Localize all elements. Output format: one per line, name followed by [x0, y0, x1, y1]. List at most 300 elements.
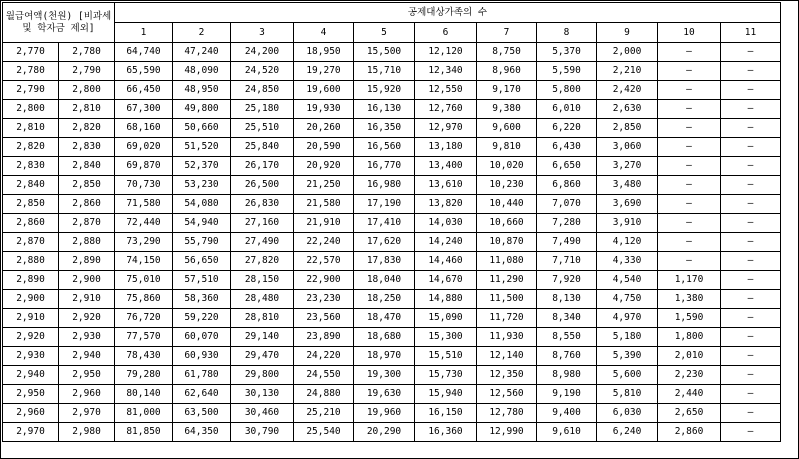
- tax-amount-cell: –: [658, 62, 721, 81]
- tax-amount-cell: 26,830: [231, 195, 294, 214]
- salary-from-cell: 2,770: [3, 43, 59, 62]
- tax-amount-cell: 49,800: [173, 100, 231, 119]
- tax-amount-cell: 10,440: [477, 195, 537, 214]
- tax-amount-cell: 24,550: [294, 366, 354, 385]
- table-row: [3, 309, 781, 328]
- tax-amount-cell: 25,180: [231, 100, 294, 119]
- tax-amount-cell: 10,230: [477, 176, 537, 195]
- tax-amount-cell: 19,930: [294, 100, 354, 119]
- tax-amount-cell: 56,650: [173, 252, 231, 271]
- tax-amount-cell: 26,170: [231, 157, 294, 176]
- table-row: [3, 252, 781, 271]
- tax-amount-cell: 65,590: [115, 62, 173, 81]
- tax-amount-cell: 12,970: [415, 119, 477, 138]
- tax-amount-cell: 48,950: [173, 81, 231, 100]
- table-body: [3, 43, 781, 442]
- tax-amount-cell: 6,860: [537, 176, 597, 195]
- table-row: [3, 81, 781, 100]
- tax-amount-cell: 12,550: [415, 81, 477, 100]
- tax-amount-cell: 17,190: [354, 195, 415, 214]
- salary-from-cell: 2,810: [3, 119, 59, 138]
- tax-amount-cell: 20,920: [294, 157, 354, 176]
- tax-amount-cell: 53,230: [173, 176, 231, 195]
- tax-amount-cell: 5,800: [537, 81, 597, 100]
- tax-amount-cell: 15,710: [354, 62, 415, 81]
- table-row: [3, 100, 781, 119]
- tax-amount-cell: 7,280: [537, 214, 597, 233]
- tax-amount-cell: 57,510: [173, 271, 231, 290]
- dependents-count-row: [3, 23, 781, 43]
- salary-to-cell: 2,960: [59, 385, 115, 404]
- tax-amount-cell: –: [721, 404, 781, 423]
- tax-amount-cell: 7,920: [537, 271, 597, 290]
- tax-amount-cell: 13,610: [415, 176, 477, 195]
- tax-amount-cell: 25,510: [231, 119, 294, 138]
- dependents-count-col-3: 3: [231, 23, 294, 43]
- table-row: [3, 214, 781, 233]
- tax-amount-cell: 6,650: [537, 157, 597, 176]
- tax-amount-cell: –: [721, 385, 781, 404]
- tax-amount-cell: –: [721, 157, 781, 176]
- tax-amount-cell: –: [721, 347, 781, 366]
- salary-from-cell: 2,880: [3, 252, 59, 271]
- tax-amount-cell: 4,970: [597, 309, 658, 328]
- tax-amount-cell: 17,410: [354, 214, 415, 233]
- dependents-count-col-11: 11: [721, 23, 781, 43]
- tax-amount-cell: 4,750: [597, 290, 658, 309]
- salary-to-cell: 2,980: [59, 423, 115, 442]
- dependents-count-col-8: 8: [537, 23, 597, 43]
- tax-amount-cell: 10,020: [477, 157, 537, 176]
- salary-to-cell: 2,940: [59, 347, 115, 366]
- tax-amount-cell: 63,500: [173, 404, 231, 423]
- tax-amount-cell: 7,490: [537, 233, 597, 252]
- tax-amount-cell: 8,760: [537, 347, 597, 366]
- dependents-count-col-9: 9: [597, 23, 658, 43]
- tax-amount-cell: 9,810: [477, 138, 537, 157]
- tax-amount-cell: 11,720: [477, 309, 537, 328]
- tax-amount-cell: 7,070: [537, 195, 597, 214]
- tax-amount-cell: –: [658, 157, 721, 176]
- tax-amount-cell: 29,800: [231, 366, 294, 385]
- salary-from-cell: 2,960: [3, 404, 59, 423]
- tax-amount-cell: 71,580: [115, 195, 173, 214]
- tax-amount-cell: 2,230: [658, 366, 721, 385]
- tax-amount-cell: 14,880: [415, 290, 477, 309]
- tax-amount-cell: 60,070: [173, 328, 231, 347]
- tax-amount-cell: 22,240: [294, 233, 354, 252]
- tax-amount-cell: 12,120: [415, 43, 477, 62]
- tax-amount-cell: 16,350: [354, 119, 415, 138]
- tax-amount-cell: 69,870: [115, 157, 173, 176]
- tax-amount-cell: 8,550: [537, 328, 597, 347]
- tax-amount-cell: 11,500: [477, 290, 537, 309]
- tax-amount-cell: 23,230: [294, 290, 354, 309]
- salary-from-cell: 2,840: [3, 176, 59, 195]
- tax-amount-cell: 78,430: [115, 347, 173, 366]
- tax-amount-cell: 80,140: [115, 385, 173, 404]
- tax-amount-cell: 15,940: [415, 385, 477, 404]
- tax-amount-cell: –: [721, 138, 781, 157]
- table-row: [3, 423, 781, 442]
- tax-amount-cell: 12,140: [477, 347, 537, 366]
- tax-amount-cell: 2,650: [658, 404, 721, 423]
- tax-amount-cell: 9,600: [477, 119, 537, 138]
- table-row: [3, 157, 781, 176]
- tax-amount-cell: 74,150: [115, 252, 173, 271]
- tax-amount-cell: 9,190: [537, 385, 597, 404]
- tax-amount-cell: 76,720: [115, 309, 173, 328]
- tax-amount-cell: –: [658, 195, 721, 214]
- tax-amount-cell: –: [721, 252, 781, 271]
- tax-amount-cell: 20,590: [294, 138, 354, 157]
- tax-amount-cell: 9,170: [477, 81, 537, 100]
- table-row: [3, 176, 781, 195]
- tax-amount-cell: 69,020: [115, 138, 173, 157]
- tax-amount-cell: 16,150: [415, 404, 477, 423]
- tax-amount-cell: –: [721, 328, 781, 347]
- dependents-count-col-10: 10: [658, 23, 721, 43]
- tax-amount-cell: 59,220: [173, 309, 231, 328]
- tax-amount-cell: 3,270: [597, 157, 658, 176]
- table-row: [3, 195, 781, 214]
- tax-amount-cell: 54,940: [173, 214, 231, 233]
- salary-to-cell: 2,780: [59, 43, 115, 62]
- tax-amount-cell: 1,170: [658, 271, 721, 290]
- tax-amount-cell: 2,630: [597, 100, 658, 119]
- tax-amount-cell: 17,830: [354, 252, 415, 271]
- table-row: [3, 119, 781, 138]
- table-row: [3, 404, 781, 423]
- tax-amount-cell: 24,220: [294, 347, 354, 366]
- tax-amount-cell: 70,730: [115, 176, 173, 195]
- tax-amount-cell: 6,010: [537, 100, 597, 119]
- tax-amount-cell: 50,660: [173, 119, 231, 138]
- tax-amount-cell: –: [658, 81, 721, 100]
- tax-amount-cell: 2,440: [658, 385, 721, 404]
- tax-amount-cell: –: [658, 176, 721, 195]
- salary-from-cell: 2,780: [3, 62, 59, 81]
- tax-amount-cell: –: [721, 100, 781, 119]
- tax-amount-cell: 11,290: [477, 271, 537, 290]
- tax-amount-cell: 21,580: [294, 195, 354, 214]
- salary-to-cell: 2,790: [59, 62, 115, 81]
- tax-amount-cell: 68,160: [115, 119, 173, 138]
- salary-from-cell: 2,830: [3, 157, 59, 176]
- tax-amount-cell: 12,990: [477, 423, 537, 442]
- tax-amount-cell: 27,820: [231, 252, 294, 271]
- salary-from-cell: 2,900: [3, 290, 59, 309]
- salary-from-cell: 2,870: [3, 233, 59, 252]
- tax-amount-cell: 10,870: [477, 233, 537, 252]
- tax-amount-cell: 8,980: [537, 366, 597, 385]
- tax-amount-cell: 66,450: [115, 81, 173, 100]
- tax-amount-cell: 14,460: [415, 252, 477, 271]
- tax-amount-cell: 5,810: [597, 385, 658, 404]
- tax-amount-cell: 4,540: [597, 271, 658, 290]
- salary-from-cell: 2,950: [3, 385, 59, 404]
- tax-amount-cell: 18,250: [354, 290, 415, 309]
- salary-from-cell: 2,820: [3, 138, 59, 157]
- salary-from-cell: 2,940: [3, 366, 59, 385]
- tax-amount-cell: 52,370: [173, 157, 231, 176]
- tax-amount-cell: 22,900: [294, 271, 354, 290]
- tax-amount-cell: 19,600: [294, 81, 354, 100]
- tax-amount-cell: 12,560: [477, 385, 537, 404]
- table-row: [3, 233, 781, 252]
- tax-amount-cell: 27,160: [231, 214, 294, 233]
- tax-amount-cell: 22,570: [294, 252, 354, 271]
- tax-amount-cell: 16,130: [354, 100, 415, 119]
- tax-amount-cell: –: [721, 366, 781, 385]
- tax-amount-cell: 2,420: [597, 81, 658, 100]
- tax-amount-cell: 9,610: [537, 423, 597, 442]
- table-row: [3, 385, 781, 404]
- tax-amount-cell: 15,510: [415, 347, 477, 366]
- tax-amount-cell: 19,630: [354, 385, 415, 404]
- tax-amount-cell: 15,300: [415, 328, 477, 347]
- tax-amount-cell: 48,090: [173, 62, 231, 81]
- tax-amount-cell: 24,200: [231, 43, 294, 62]
- tax-amount-cell: 9,380: [477, 100, 537, 119]
- tax-amount-cell: 20,290: [354, 423, 415, 442]
- tax-amount-cell: 13,180: [415, 138, 477, 157]
- tax-amount-cell: 5,370: [537, 43, 597, 62]
- tax-amount-cell: 4,120: [597, 233, 658, 252]
- tax-amount-cell: –: [721, 176, 781, 195]
- tax-amount-cell: 75,860: [115, 290, 173, 309]
- salary-to-cell: 2,970: [59, 404, 115, 423]
- tax-amount-cell: 21,250: [294, 176, 354, 195]
- tax-amount-cell: 16,770: [354, 157, 415, 176]
- tax-amount-cell: 28,150: [231, 271, 294, 290]
- tax-amount-cell: 61,780: [173, 366, 231, 385]
- salary-range-header: 월급여액(천원) [비과세 및 학자금 제외]: [3, 3, 115, 43]
- tax-amount-cell: 8,340: [537, 309, 597, 328]
- tax-amount-cell: 4,330: [597, 252, 658, 271]
- tax-amount-cell: –: [721, 119, 781, 138]
- tax-amount-cell: 3,910: [597, 214, 658, 233]
- table-row: [3, 366, 781, 385]
- tax-amount-cell: 30,460: [231, 404, 294, 423]
- tax-amount-cell: 18,040: [354, 271, 415, 290]
- tax-amount-cell: 30,130: [231, 385, 294, 404]
- tax-amount-cell: 8,750: [477, 43, 537, 62]
- tax-amount-cell: 3,480: [597, 176, 658, 195]
- tax-amount-cell: 6,220: [537, 119, 597, 138]
- table-row: [3, 62, 781, 81]
- dependents-count-col-6: 6: [415, 23, 477, 43]
- tax-amount-cell: –: [721, 62, 781, 81]
- dependents-count-col-4: 4: [294, 23, 354, 43]
- dependents-count-col-7: 7: [477, 23, 537, 43]
- salary-from-cell: 2,930: [3, 347, 59, 366]
- salary-from-cell: 2,910: [3, 309, 59, 328]
- tax-amount-cell: –: [658, 100, 721, 119]
- tax-amount-cell: 15,920: [354, 81, 415, 100]
- withholding-tax-table: [2, 2, 781, 442]
- tax-amount-cell: 26,500: [231, 176, 294, 195]
- salary-from-cell: 2,970: [3, 423, 59, 442]
- salary-to-cell: 2,950: [59, 366, 115, 385]
- tax-amount-cell: 12,350: [477, 366, 537, 385]
- tax-amount-cell: 11,930: [477, 328, 537, 347]
- dependents-count-header: 공제대상가족의 수: [115, 3, 781, 23]
- table-row: [3, 290, 781, 309]
- tax-amount-cell: 5,180: [597, 328, 658, 347]
- tax-amount-cell: –: [658, 214, 721, 233]
- tax-amount-cell: 25,210: [294, 404, 354, 423]
- tax-amount-cell: 18,470: [354, 309, 415, 328]
- tax-amount-cell: 16,980: [354, 176, 415, 195]
- tax-amount-cell: 17,620: [354, 233, 415, 252]
- salary-to-cell: 2,800: [59, 81, 115, 100]
- salary-from-cell: 2,850: [3, 195, 59, 214]
- table-row: [3, 271, 781, 290]
- tax-amount-cell: 5,390: [597, 347, 658, 366]
- tax-amount-cell: 58,360: [173, 290, 231, 309]
- tax-amount-cell: –: [721, 43, 781, 62]
- tax-amount-cell: 51,520: [173, 138, 231, 157]
- tax-amount-cell: 15,090: [415, 309, 477, 328]
- tax-amount-cell: 73,290: [115, 233, 173, 252]
- tax-amount-cell: –: [721, 271, 781, 290]
- tax-amount-cell: 6,430: [537, 138, 597, 157]
- table-row: [3, 347, 781, 366]
- tax-amount-cell: –: [721, 214, 781, 233]
- tax-amount-cell: 24,880: [294, 385, 354, 404]
- tax-amount-cell: 29,470: [231, 347, 294, 366]
- tax-amount-cell: 1,590: [658, 309, 721, 328]
- tax-amount-cell: 67,300: [115, 100, 173, 119]
- tax-amount-cell: –: [721, 309, 781, 328]
- salary-from-cell: 2,920: [3, 328, 59, 347]
- tax-amount-cell: 25,540: [294, 423, 354, 442]
- tax-amount-cell: 81,850: [115, 423, 173, 442]
- table-row: [3, 43, 781, 62]
- salary-to-cell: 2,840: [59, 157, 115, 176]
- tax-amount-cell: 2,000: [597, 43, 658, 62]
- salary-from-cell: 2,790: [3, 81, 59, 100]
- tax-amount-cell: 64,350: [173, 423, 231, 442]
- salary-to-cell: 2,920: [59, 309, 115, 328]
- tax-amount-cell: 14,670: [415, 271, 477, 290]
- dependents-count-col-5: 5: [354, 23, 415, 43]
- tax-amount-cell: 23,560: [294, 309, 354, 328]
- tax-amount-cell: 7,710: [537, 252, 597, 271]
- tax-amount-cell: 16,360: [415, 423, 477, 442]
- tax-amount-cell: –: [721, 195, 781, 214]
- tax-amount-cell: 23,890: [294, 328, 354, 347]
- tax-amount-cell: 18,970: [354, 347, 415, 366]
- dependents-count-col-1: 1: [115, 23, 173, 43]
- table-row: [3, 138, 781, 157]
- tax-amount-cell: 27,490: [231, 233, 294, 252]
- tax-amount-cell: 24,850: [231, 81, 294, 100]
- table-row: [3, 328, 781, 347]
- salary-to-cell: 2,850: [59, 176, 115, 195]
- tax-amount-cell: 81,000: [115, 404, 173, 423]
- tax-amount-cell: –: [721, 290, 781, 309]
- tax-amount-cell: 8,130: [537, 290, 597, 309]
- tax-amount-cell: –: [721, 423, 781, 442]
- tax-amount-cell: 9,400: [537, 404, 597, 423]
- tax-amount-cell: 10,660: [477, 214, 537, 233]
- tax-amount-cell: 2,210: [597, 62, 658, 81]
- tax-amount-cell: –: [658, 252, 721, 271]
- tax-amount-cell: 28,810: [231, 309, 294, 328]
- tax-amount-cell: 19,300: [354, 366, 415, 385]
- tax-amount-cell: 2,010: [658, 347, 721, 366]
- dependents-count-col-2: 2: [173, 23, 231, 43]
- tax-amount-cell: –: [658, 233, 721, 252]
- tax-amount-cell: 5,590: [537, 62, 597, 81]
- tax-amount-cell: 12,340: [415, 62, 477, 81]
- salary-from-cell: 2,800: [3, 100, 59, 119]
- tax-amount-cell: 30,790: [231, 423, 294, 442]
- tax-amount-cell: 14,240: [415, 233, 477, 252]
- tax-amount-cell: 75,010: [115, 271, 173, 290]
- tax-amount-cell: 2,860: [658, 423, 721, 442]
- tax-amount-cell: 24,520: [231, 62, 294, 81]
- tax-amount-cell: 15,730: [415, 366, 477, 385]
- tax-amount-cell: 8,960: [477, 62, 537, 81]
- tax-amount-cell: 25,840: [231, 138, 294, 157]
- tax-amount-cell: 64,740: [115, 43, 173, 62]
- tax-amount-cell: 77,570: [115, 328, 173, 347]
- salary-to-cell: 2,810: [59, 100, 115, 119]
- tax-amount-cell: –: [658, 43, 721, 62]
- salary-to-cell: 2,860: [59, 195, 115, 214]
- tax-amount-cell: 14,030: [415, 214, 477, 233]
- tax-amount-cell: 3,060: [597, 138, 658, 157]
- salary-to-cell: 2,870: [59, 214, 115, 233]
- tax-amount-cell: 13,400: [415, 157, 477, 176]
- tax-amount-cell: 13,820: [415, 195, 477, 214]
- tax-amount-cell: 1,800: [658, 328, 721, 347]
- salary-to-cell: 2,820: [59, 119, 115, 138]
- tax-amount-cell: 20,260: [294, 119, 354, 138]
- tax-amount-cell: 19,270: [294, 62, 354, 81]
- tax-amount-cell: 15,500: [354, 43, 415, 62]
- tax-amount-cell: 62,640: [173, 385, 231, 404]
- salary-to-cell: 2,880: [59, 233, 115, 252]
- tax-amount-cell: 6,030: [597, 404, 658, 423]
- tax-amount-cell: 60,930: [173, 347, 231, 366]
- tax-amount-cell: –: [658, 119, 721, 138]
- tax-amount-cell: 2,850: [597, 119, 658, 138]
- tax-amount-cell: –: [721, 233, 781, 252]
- tax-amount-cell: 19,960: [354, 404, 415, 423]
- tax-amount-cell: 54,080: [173, 195, 231, 214]
- tax-amount-cell: 55,790: [173, 233, 231, 252]
- salary-to-cell: 2,910: [59, 290, 115, 309]
- salary-to-cell: 2,900: [59, 271, 115, 290]
- salary-to-cell: 2,890: [59, 252, 115, 271]
- tax-amount-cell: 1,380: [658, 290, 721, 309]
- salary-to-cell: 2,830: [59, 138, 115, 157]
- tax-amount-cell: 47,240: [173, 43, 231, 62]
- tax-amount-cell: 72,440: [115, 214, 173, 233]
- tax-amount-cell: 5,600: [597, 366, 658, 385]
- tax-amount-cell: 12,780: [477, 404, 537, 423]
- tax-amount-cell: 21,910: [294, 214, 354, 233]
- tax-amount-cell: –: [658, 138, 721, 157]
- tax-amount-cell: –: [721, 81, 781, 100]
- tax-amount-cell: 16,560: [354, 138, 415, 157]
- tax-amount-cell: 18,950: [294, 43, 354, 62]
- tax-amount-cell: 11,080: [477, 252, 537, 271]
